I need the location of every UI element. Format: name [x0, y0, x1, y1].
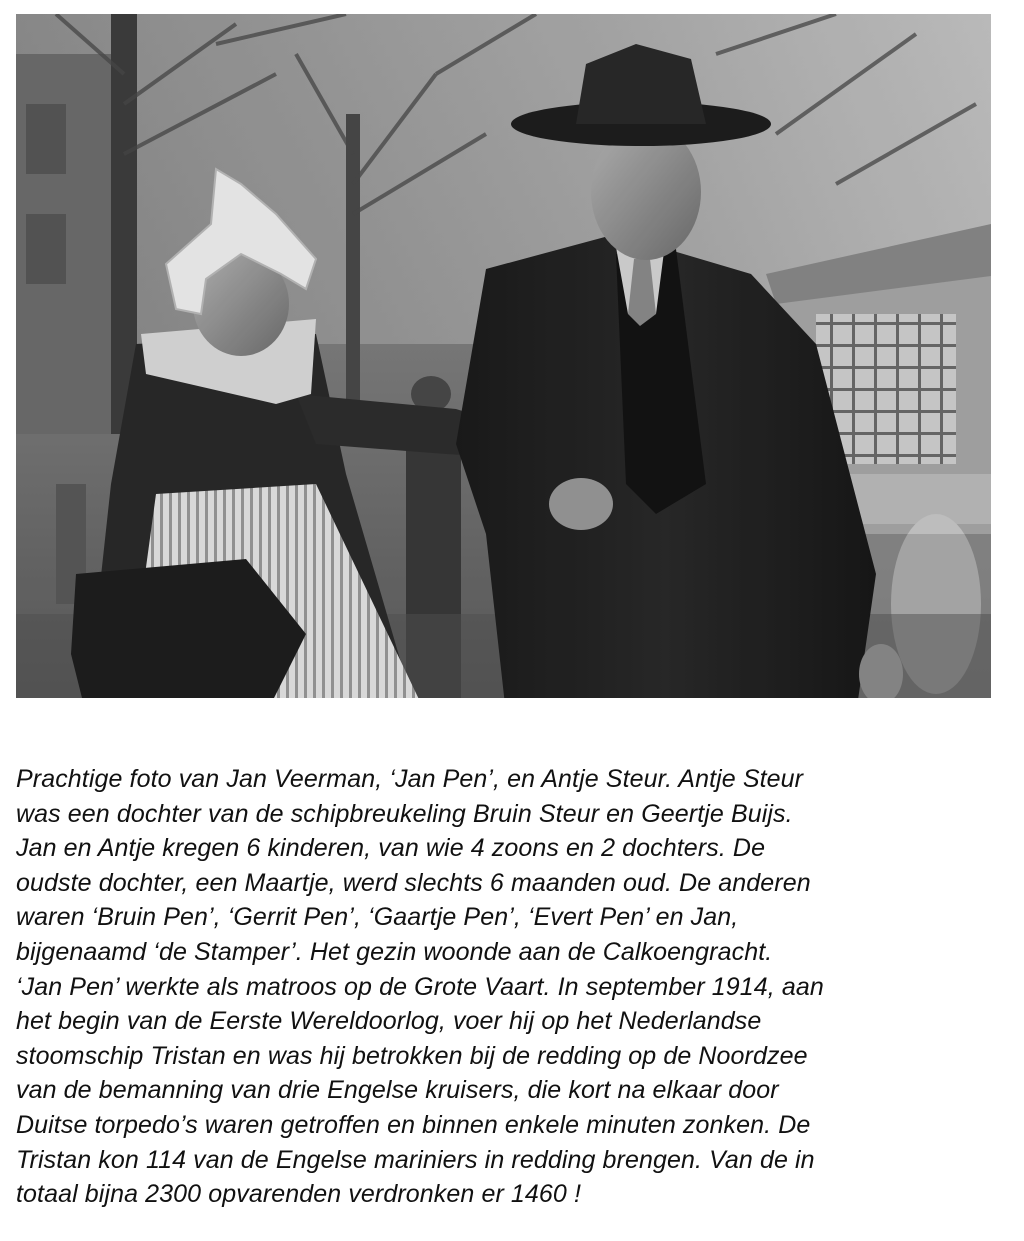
historical-photo	[16, 14, 991, 698]
photo-caption: Prachtige foto van Jan Veerman, ‘Jan Pen’, en Antje Steur. Antje Steur was een dochter van de schipbreukeling Bruin Steur en Geertje Buijs. Jan en Antje kregen 6 kinderen, van wie 4 zoons en 2 dochters. De oudste dochter, een Maartje, werd slechts 6 maanden oud. De anderen waren ‘Bruin Pen’, ‘Gerrit Pen’, ‘Gaartje Pen’, ‘Evert Pen’ en Jan, bijgenaamd ‘de Stamper’. Het gezin woonde aan de Calkoengracht. ‘Jan Pen’ werkte als matroos op de Grote Vaart. In september 1914, aan het begin van de Eerste Wereldoorlog, voer hij op het Nederlandse stoomschip Tristan en was hij betrokken bij de redding op de Noordzee van de bemanning van drie Engelse kruisers, die kort na elkaar door Duitse torpedo’s waren getroffen en binnen enkele minuten zonken. De Tristan kon 114 van de Engelse mariniers in redding brengen. Van de in totaal bijna 2300 opvarenden verdronken er 1460 !	[16, 765, 824, 1209]
photo-shade	[16, 14, 991, 698]
photo-illustration	[16, 14, 991, 698]
